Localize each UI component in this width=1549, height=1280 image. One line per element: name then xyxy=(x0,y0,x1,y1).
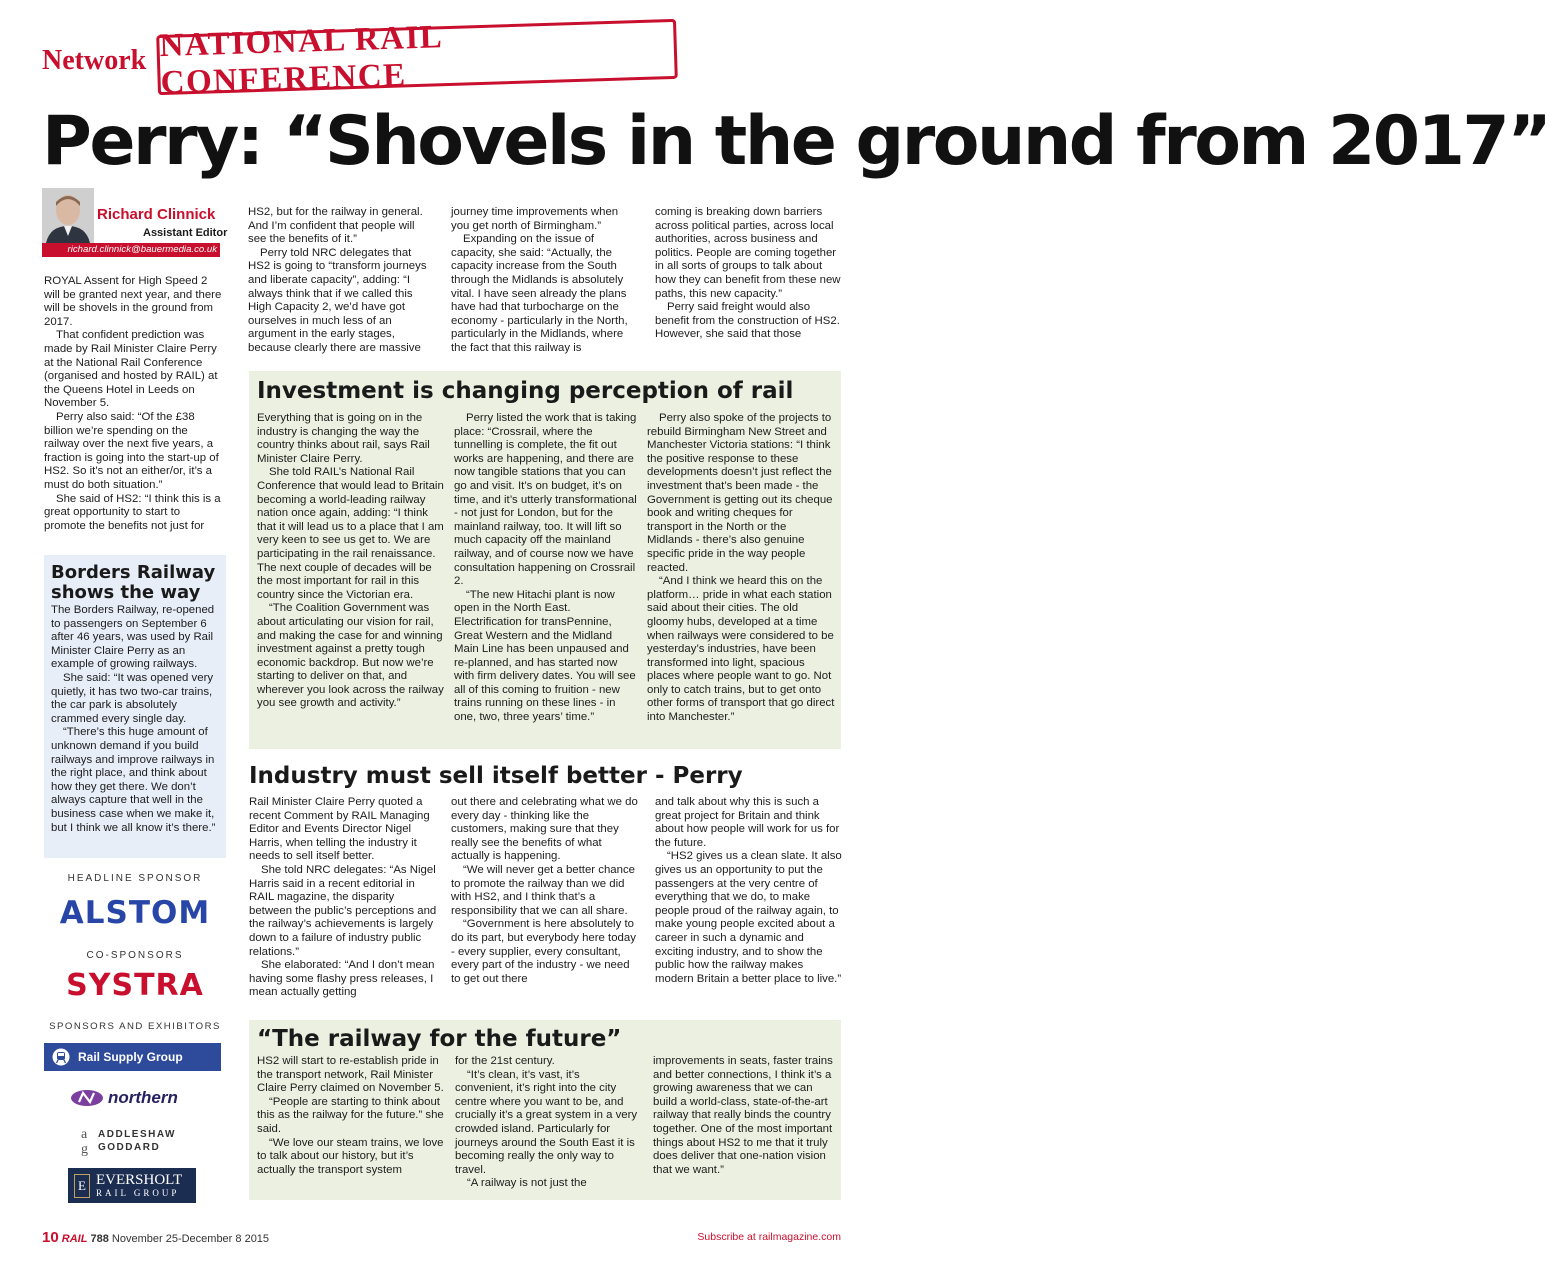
borders-paragraph: She said: “It was opened very quietly, it has two two-car trains, the car park is absolutely crammed every single day. xyxy=(51,671,214,725)
investment-title: Investment is changing perception of rail xyxy=(257,378,794,404)
systra-logo[interactable]: SYSTRA xyxy=(66,968,204,1003)
issue-dates: November 25-December 8 2015 xyxy=(111,1233,270,1245)
banner-title: NATIONAL RAIL CONFERENCE xyxy=(158,19,443,102)
author-name: Richard Clinnick xyxy=(97,206,216,223)
rail-supply-group-logo[interactable] xyxy=(44,1043,221,1071)
headline: Perry: “Shovels in the ground from 2017” xyxy=(42,102,1549,181)
co-sponsors-label: CO-SPONSORS xyxy=(86,950,184,961)
svg-text:g: g xyxy=(81,1142,88,1157)
investment-paragraph: Perry listed the work that is taking place: “Crossrail, where the tunnelling is complete, the fit out works are happening, and there are now tangible stations that you can go and visit. It’s on budget, it’s on time, and it’s utterly transformational - not just for London, but for the mainland railway, too. It will lift so much capacity off the mainland railway, and of course now we have consultation happening on Crossrail 2. xyxy=(454,412,637,588)
conference-banner xyxy=(156,19,678,102)
investment-paragraph: “The Coalition Government was about articulating our vision for rail, and making the case for and winning investment against a pretty tough economic backdrop. But now we’re starting to deliver on that, and wherever you look across the railway you see growth and activity.” xyxy=(257,602,444,710)
investment-paragraph: Perry also spoke of the projects to rebuild Birmingham New Street and Manchester Victoria stations: “I think the positive response to these developments doesn’t just reflect the investment that’s been made - the Government is getting out its cheque book and writing cheques for transport in the North or the Midlands - there’s also genuine specific pride in the way people reacted. xyxy=(647,412,833,574)
investment-col-1 xyxy=(257,412,445,711)
northern-label: northern xyxy=(108,1088,178,1107)
investment-col-2 xyxy=(454,412,639,725)
person-icon xyxy=(42,188,94,243)
article-paragraph: HS2, but for the railway in general. And I’m confident that people will see the benefits of it.” xyxy=(248,206,423,246)
industry-paragraph: She told NRC delegates: “As Nigel Harris said in a recent editorial in RAIL magazine, the disparity between the public’s perceptions and the railway’s achievements is largely down to a failure of industry public relations.” xyxy=(249,863,437,958)
railway-future-paragraph: for the 21st century. xyxy=(455,1055,555,1067)
sponsors-exhibitors-label: SPONSORS AND EXHIBITORS xyxy=(49,1021,221,1032)
author-email[interactable]: richard.clinnick@bauermedia.co.uk xyxy=(42,243,220,257)
borders-title: Borders Railway shows the way xyxy=(51,562,216,603)
section-label: Network xyxy=(42,45,147,76)
article-col-2 xyxy=(248,206,436,356)
alstom-logo[interactable]: ALSTOM xyxy=(59,895,211,931)
railway-future-paragraph: “We love our steam trains, we love to talk about our history, but it’s actually the transport system xyxy=(257,1136,444,1176)
investment-paragraph: She told RAIL’s National Rail Conference that would lead to Britain becoming a world-leading railway nation once again, adding: “I think that it will lead us to a place that I am very keen to see us get to. We are participating in the rail renaissance. The next couple of decades will be the most important for rail in this country since the Victorian era. xyxy=(257,466,444,601)
rail-group-label: RAIL GROUP xyxy=(96,1187,180,1198)
ag-monogram-icon xyxy=(80,1125,92,1157)
article-paragraph: Perry said freight would also benefit from the construction of HS2. However, she said that those xyxy=(655,301,840,341)
article-paragraph: journey time improvements when you get north of Birmingham.” xyxy=(451,206,619,232)
industry-paragraph: She elaborated: “And I don’t mean having some flashy press releases, I mean actually getting xyxy=(249,959,435,999)
issue-number: 788 xyxy=(90,1233,109,1245)
borders-paragraph: The Borders Railway, re-opened to passengers on September 6 after 46 years, was used by Rail Minister Claire Perry as an example of growing railways. xyxy=(51,604,215,671)
author-role: Assistant Editor xyxy=(143,227,228,239)
investment-box xyxy=(249,371,841,749)
footer-folio xyxy=(42,1229,269,1246)
article-paragraph: Perry told NRC delegates that HS2 is going to “transform journeys and liberate capacity”, adding: “I always think that if we called this High Capacity 2, we’d have got ourselves in much less of an argument in the early stages, because clearly there are massive xyxy=(248,246,427,354)
goddard-label: GODDARD xyxy=(98,1142,161,1153)
rail-supply-group-label: Rail Supply Group xyxy=(78,1050,183,1064)
eversholt-logo[interactable] xyxy=(68,1168,196,1203)
addleshaw-goddard-logo[interactable] xyxy=(80,1124,210,1158)
investment-paragraph: “And I think we heard this on the platform… pride in what each station said about their cities. The old gloomy hubs, developed at a time when railways were considered to be yesterday’s industries, have been transformed into light, spacious places where people want to go. Not only to catch trains, but to get onto other forms of transport that go direct into Manchester.” xyxy=(647,575,835,724)
railway-future-col-2 xyxy=(455,1055,640,1191)
railway-future-col-3 xyxy=(653,1055,837,1177)
industry-title: Industry must sell itself better - Perry xyxy=(249,763,743,789)
article-paragraph: She said of HS2: “I think this is a great opportunity to start to promote the benefits not just for xyxy=(44,492,221,532)
investment-col-3 xyxy=(647,412,835,725)
article-paragraph: That confident prediction was made by Rail Minister Claire Perry at the National Rail Conference (organised and hosted by RAIL) at the Queens Hotel in Leeds on November 5. xyxy=(44,329,218,410)
article-col-4 xyxy=(655,206,843,342)
industry-paragraph: “HS2 gives us a clean slate. It also gives us an opportunity to put the passengers at the very centre of everything that we do, to make people proud of the railway again, to make young people excited about a career in such a dynamic and exciting industry, and to show the public how the railway makes modern Britain a better place to live.” xyxy=(655,850,842,985)
subscribe-link[interactable]: Subscribe at railmagazine.com xyxy=(697,1231,841,1243)
railway-future-paragraph: improvements in seats, faster trains and better connections, I think it’s a growing awareness that we can build a world-class, state-of-the-art railway that really binds the country together. One of the most important things about HS2 to me that it truly does deliver that one-nation vision that we want.” xyxy=(653,1055,833,1176)
northern-logo[interactable] xyxy=(70,1088,210,1108)
industry-paragraph: Rail Minister Claire Perry quoted a recent Comment by RAIL Managing Editor and Events Director Nigel Harris, when telling the industry it needs to sell itself better. xyxy=(249,796,430,863)
railway-future-paragraph: “People are starting to think about this as the railway for the future.” she said. xyxy=(257,1095,444,1135)
industry-col-2 xyxy=(451,796,639,986)
investment-paragraph: “The new Hitachi plant is now open in the North East. Electrification for transPennine, Great Western and the Midland Main Line has been unpaused and re-planned, and has started now with firm delivery dates. You will see all of this coming to fruition - new trains running on these lines - in one, two, three years’ time.” xyxy=(454,588,636,724)
eversholt-label: EVERSHOLT xyxy=(96,1171,183,1188)
addleshaw-label: ADDLESHAW xyxy=(98,1129,176,1140)
railway-future-box xyxy=(249,1020,841,1200)
industry-paragraph: out there and celebrating what we do every day - thinking like the customers, making sure that they really see the benefits of what actually is happening. xyxy=(451,796,638,863)
railway-future-col-1 xyxy=(257,1055,445,1177)
industry-col-3 xyxy=(655,796,843,986)
industry-col-1 xyxy=(249,796,437,1000)
borders-railway-box xyxy=(44,555,226,858)
northern-n-icon xyxy=(70,1089,104,1107)
train-icon xyxy=(52,1048,70,1066)
industry-paragraph: and talk about why this is such a great project for Britain and think about how people will work for us for the future. xyxy=(655,796,840,849)
page-number: 10 xyxy=(42,1229,59,1246)
article-paragraph: Perry also said: “Of the £38 billion we’re spending on the railway over the next five years, a fraction is going into the start-up of HS2. So it’s not an either/or, it’s a must do both situation.” xyxy=(44,410,219,491)
railway-future-paragraph: HS2 will start to re-establish pride in the transport network, Rail Minister Claire Perry claimed on November 5. xyxy=(257,1055,444,1095)
headline-sponsor-label: HEADLINE SPONSOR xyxy=(67,873,203,884)
author-photo xyxy=(42,188,94,243)
article-col-3 xyxy=(451,206,639,356)
article-paragraph: Expanding on the issue of capacity, she said: “Actually, the capacity increase from the South through the Midlands is absolutely vital. I have seen already the plans have had that turbocharge on the economy - particularly in the North, particularly in the Midlands, where the fact that this railway is xyxy=(451,233,628,354)
borders-paragraph: “There’s this huge amount of unknown demand if you build railways and improve railways in the right place, and think about how they get there. We don’t always capture that well in the business case when we make it, but I think we all know it’s there.” xyxy=(51,726,216,834)
article-col-1 xyxy=(44,275,224,533)
article-paragraph: ROYAL Assent for High Speed 2 will be granted next year, and there will be shovels in the ground from 2017. xyxy=(44,275,222,328)
industry-paragraph: “We will never get a better chance to promote the railway than we did with HS2, and I think that’s a responsibility that we can all share. xyxy=(451,863,635,917)
article-paragraph: coming is breaking down barriers across political parties, across local authorities, across business and politics. People are coming together in all sorts of groups to talk about how they can benefit from these new paths, this new capacity.” xyxy=(655,206,841,300)
investment-paragraph: Everything that is going on in the industry is changing the way the country thinks about rail, says Rail Minister Claire Perry. xyxy=(257,412,430,465)
railway-future-paragraph: “A railway is not just the xyxy=(467,1177,587,1190)
svg-text:a: a xyxy=(81,1127,88,1142)
magazine-name: RAIL xyxy=(61,1233,88,1245)
railway-future-title: “The railway for the future” xyxy=(257,1026,622,1052)
industry-paragraph: “Government is here absolutely to do its part, but everybody here today - every supplier, every consultant, every part of the industry - we need to get out there xyxy=(451,918,636,985)
eversholt-e-icon: E xyxy=(74,1174,90,1198)
railway-future-paragraph: “It’s clean, it’s vast, it’s convenient, it’s right into the city centre where you want to be, and crucially it’s a great system in a very crowded island. Particularly for journeys around the South East it is becoming really the only way to travel. xyxy=(455,1068,638,1176)
